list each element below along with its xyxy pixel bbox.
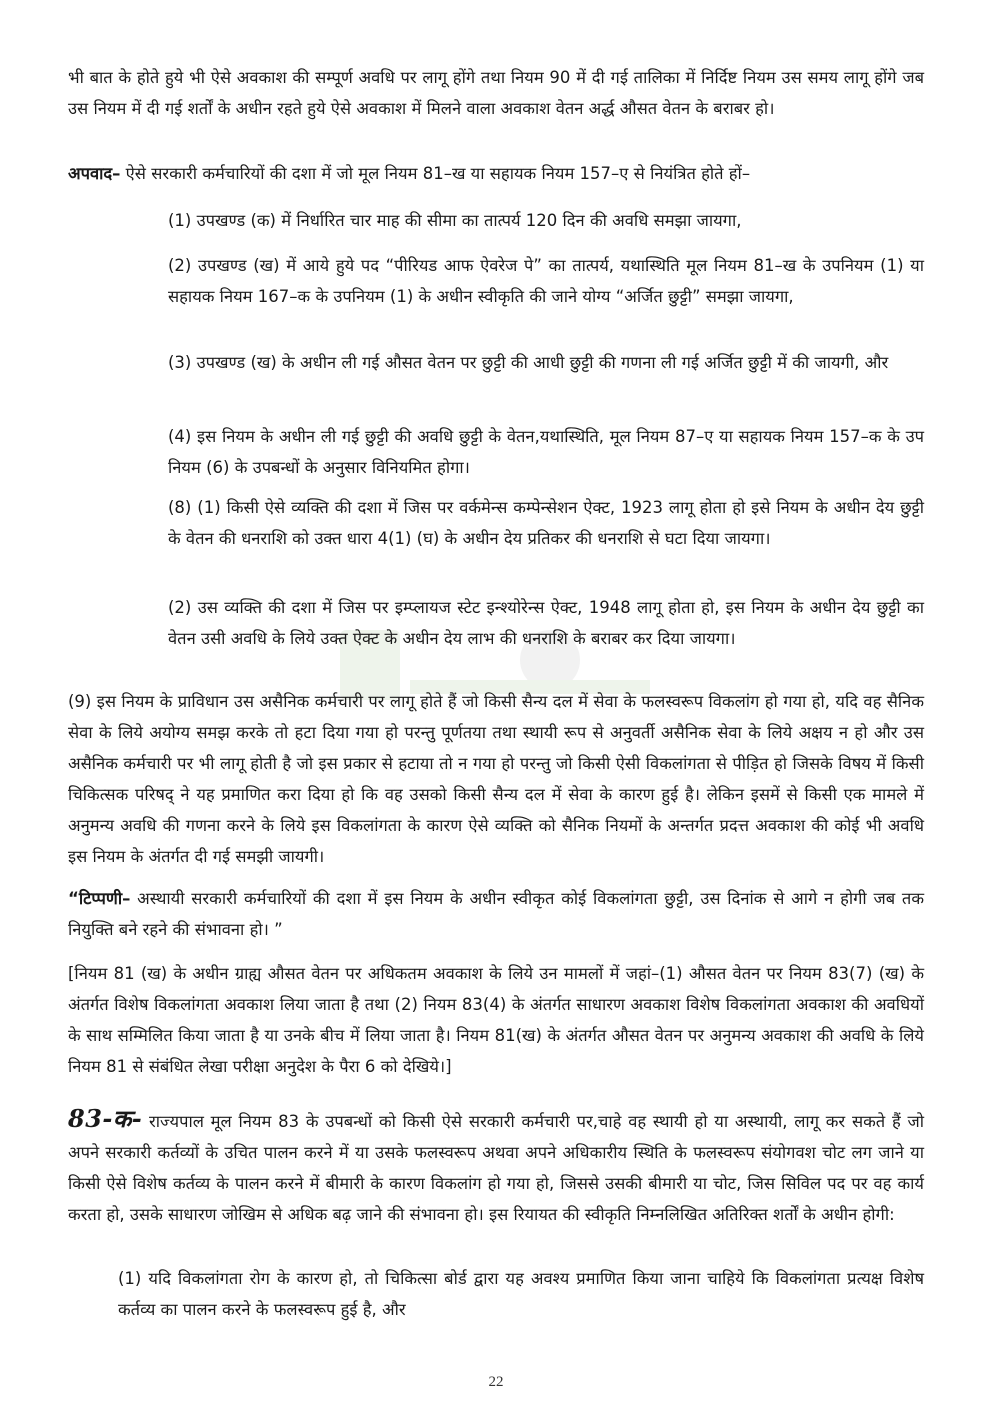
clause-8-1: (8) (1) किसी ऐसे व्यक्ति की दशा में जिस पर वर्कमेन्स कम्पेन्सेशन ऐक्ट, 1923 लागू होता हो इसे नियम के अधीन देय छुट्टी के वेतन की धनराशि को उक्त धारा 4(1) (घ) के अधीन देय प्रतिकर की धनराशि से घटा दिया जायगा। xyxy=(168,498,924,548)
exception-item-3: (3) उपखण्ड (ख) के अधीन ली गई औसत वेतन पर छुट्टी की आधी छुट्टी की गणना ली गई अर्जित छुट्टी में की जायगी, और xyxy=(168,353,889,372)
exception-text: ऐसे सरकारी कर्मचारियों की दशा में जो मूल नियम 81–ख या सहायक नियम 157–ए से नियंत्रित होते हों– xyxy=(120,164,751,183)
rule-83a-paragraph xyxy=(68,1103,924,1230)
rule-83a-item-1: (1) यदि विकलांगता रोग के कारण हो, तो चिकित्सा बोर्ड द्वारा यह अवश्य प्रमाणित किया जाना चाहिये कि विकलांगता प्रत्यक्ष विशेष कर्तव्य का पालन करने के फलस्वरूप हुई है, और xyxy=(118,1269,924,1319)
note-paragraph xyxy=(68,883,924,945)
exception-item-2: (2) उपखण्ड (ख) में आये हुये पद “पीरियड आफ ऐवरेज पे” का तात्पर्य, यथास्थिति मूल नियम 81–ख के उपनियम (1) या सहायक नियम 167–क के उपनियम (1) के अधीन स्वीकृति की जाने योग्य “अर्जित छुट्टी” समझा जायगा, xyxy=(168,256,924,306)
exception-paragraph xyxy=(68,158,924,189)
clause-9: (9) इस नियम के प्राविधान उस असैनिक कर्मचारी पर लागू होते हैं जो किसी सैन्य दल में सेवा के फलस्वरूप विकलांग हो गया हो, यदि वह सैनिक सेवा के लिये अयोग्य समझ करके तो हटा दिया गया हो परन्तु पूर्णतया तथा स्थायी रूप से अनुवर्ती असैनिक सेवा के लिये अक्षय न हो और उस असैनिक कर्मचारी पर भी लागू होती है जो इस प्रकार से हटाया तो न गया हो परन्तु जो किसी ऐसी विकलांगता से पीड़ित हो जिसके विषय में किसी चिकित्सक परिषद् ने यह प्रमाणित करा दिया हो कि वह उसको किसी सैन्य दल में सेवा के कारण हुई है। लेकिन इसमें से किसी एक मामले में अनुमन्य अवधि की गणना करने के लिये इस विकलांगता के कारण ऐसे व्यक्ति को सैनिक नियमों के अन्तर्गत प्रदत्त अवकाश की कोई भी अवधि इस नियम के अंतर्गत दी गई समझी जायगी। xyxy=(68,692,924,866)
note-label: “टिप्पणी– xyxy=(68,889,131,908)
exception-label: अपवाद– xyxy=(68,164,121,183)
rule-83a-text: राज्यपाल मूल नियम 83 के उपबन्धों को किसी ऐसे सरकारी कर्मचारी पर,चाहे वह स्थायी हो या अस्थायी, लागू कर सकते हैं जो अपने सरकारी कर्तव्यों के उचित पालन करने में या उसके फलस्वरूप अथवा अपने अधिकारीय स्थिति के फलस्वरूप संयोगवश चोट लग जाने या किसी ऐसे विशेष कर्तव्य के पालन करने में बीमारी के कारण विकलांग हो गया हो, जिससे उसकी बीमारी या चोट, जिस सिविल पद पर वह कार्य करता हो, उसके साधारण जोखिम से अधिक बढ़ जाने की संभावना हो। इस रियायत की स्वीकृति निम्नलिखित अतिरिक्त शर्तों के अधीन होगी: xyxy=(68,1112,924,1224)
note-text: अस्थायी सरकारी कर्मचारियों की दशा में इस नियम के अधीन स्वीकृत कोई विकलांगता छुट्टी, उस दिनांक से आगे न होगी जब तक नियुक्ति बने रहने की संभावना हो। ” xyxy=(68,889,924,939)
paragraph-continuation: भी बात के होते हुये भी ऐसे अवकाश की सम्पूर्ण अवधि पर लागू होंगे तथा नियम 90 में दी गई तालिका में निर्दिष्ट नियम उस समय लागू होंगे जब उस नियम में दी गई शर्तों के अधीन रहते हुये ऐसे अवकाश में मिलने वाला अवकाश वेतन अर्द्ध औसत वेतन के बराबर हो। xyxy=(68,68,924,118)
bracket-note: [नियम 81 (ख) के अधीन ग्राह्य औसत वेतन पर अधिकतम अवकाश के लिये उन मामलों में जहां–(1) औसत वेतन पर नियम 83(7) (ख) के अंतर्गत विशेष विकलांगता अवकाश लिया जाता है तथा (2) नियम 83(4) के अंतर्गत साधारण अवकाश विशेष विकलांगता अवकाश की अवधियों के साथ सम्मिलित किया जाता है या उनके बीच में लिया जाता है। नियम 81(ख) के अंतर्गत औसत वेतन पर अनुमन्य अवकाश की अवधि के लिये नियम 81 से संबंधित लेखा परीक्षा अनुदेश के पैरा 6 को देखिये।] xyxy=(68,964,924,1076)
rule-83a-label: 83-क- xyxy=(68,1104,143,1133)
exception-item-4: (4) इस नियम के अधीन ली गई छुट्टी की अवधि छुट्टी के वेतन,यथास्थिति, मूल नियम 87–ए या सहायक नियम 157–क के उप नियम (6) के उपबन्धों के अनुसार विनियमित होगा। xyxy=(168,427,924,477)
page-number: 22 xyxy=(488,1374,504,1390)
exception-item-1: (1) उपखण्ड (क) में निर्धारित चार माह की सीमा का तात्पर्य 120 दिन की अवधि समझा जायगा, xyxy=(168,211,742,230)
clause-8-2: (2) उस व्यक्ति की दशा में जिस पर इम्प्लायज स्टेट इन्श्योरेन्स ऐक्ट, 1948 लागू होता हो, इस नियम के अधीन देय छुट्टी का वेतन उसी अवधि के लिये उक्त ऐक्ट के अधीन देय लाभ की धनराशि के बराबर कर दिया जायगा। xyxy=(168,598,924,648)
